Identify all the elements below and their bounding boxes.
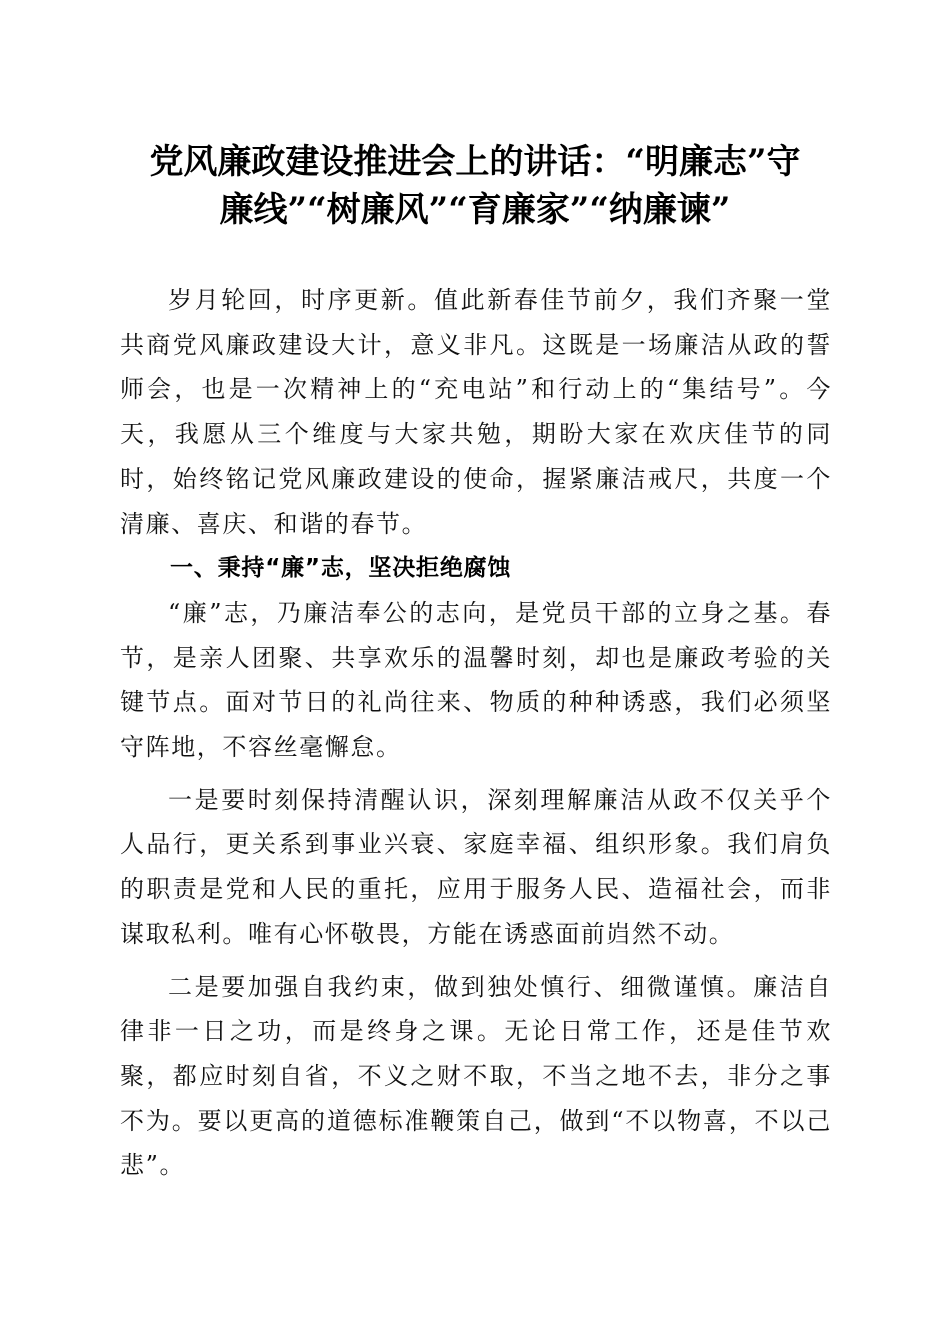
paragraph-gap: [120, 770, 832, 778]
point-two-paragraph: 二是要加强自我约束，做到独处慎行、细微谨慎。廉洁自律非一日之功，而是终身之课。无论日常工作，还是佳节欢聚，都应时刻自省，不义之财不取，不当之地不去，非分之事不为。要以更高的道德标准鞭策自己，做到“不以物喜，不以己悲”。: [120, 972, 832, 1180]
document-body: [120, 278, 832, 1188]
title-line-1: 党风廉政建设推进会上的讲话：“明廉志”守: [149, 142, 801, 182]
intro-paragraph: 岁月轮回，时序更新。值此新春佳节前夕，我们齐聚一堂共商党风廉政建设大计，意义非凡。这既是一场廉洁从政的誓师会，也是一次精神上的“充电站”和行动上的“集结号”。今天，我愿从三个维度与大家共勉，期盼大家在欢庆佳节的同时，始终铭记党风廉政建设的使命，握紧廉洁戒尺，共度一个清廉、喜庆、和谐的春节。: [120, 286, 832, 538]
section-paragraph: “廉”志，乃廉洁奉公的志向，是党员干部的立身之基。春节，是亲人团聚、共享欢乐的温馨时刻，却也是廉政考验的关键节点。面对节日的礼尚往来、物质的种种诱惑，我们必须坚守阵地，不容丝毫懈怠。: [120, 598, 832, 762]
point-one-paragraph: 一是要时刻保持清醒认识，深刻理解廉洁从政不仅关乎个人品行，更关系到事业兴衰、家庭幸福、组织形象。我们肩负的职责是党和人民的重托，应用于服务人民、造福社会，而非谋取私利。唯有心怀敬畏，方能在诱惑面前岿然不动。: [120, 785, 832, 948]
paragraph-gap: [120, 957, 832, 965]
title-line-2: 廉线”“树廉风”“育廉家”“纳廉谏”: [219, 190, 731, 230]
section-heading: 一、秉持“廉”志，坚决拒绝腐蚀: [170, 555, 512, 582]
document-title: [100, 138, 850, 234]
